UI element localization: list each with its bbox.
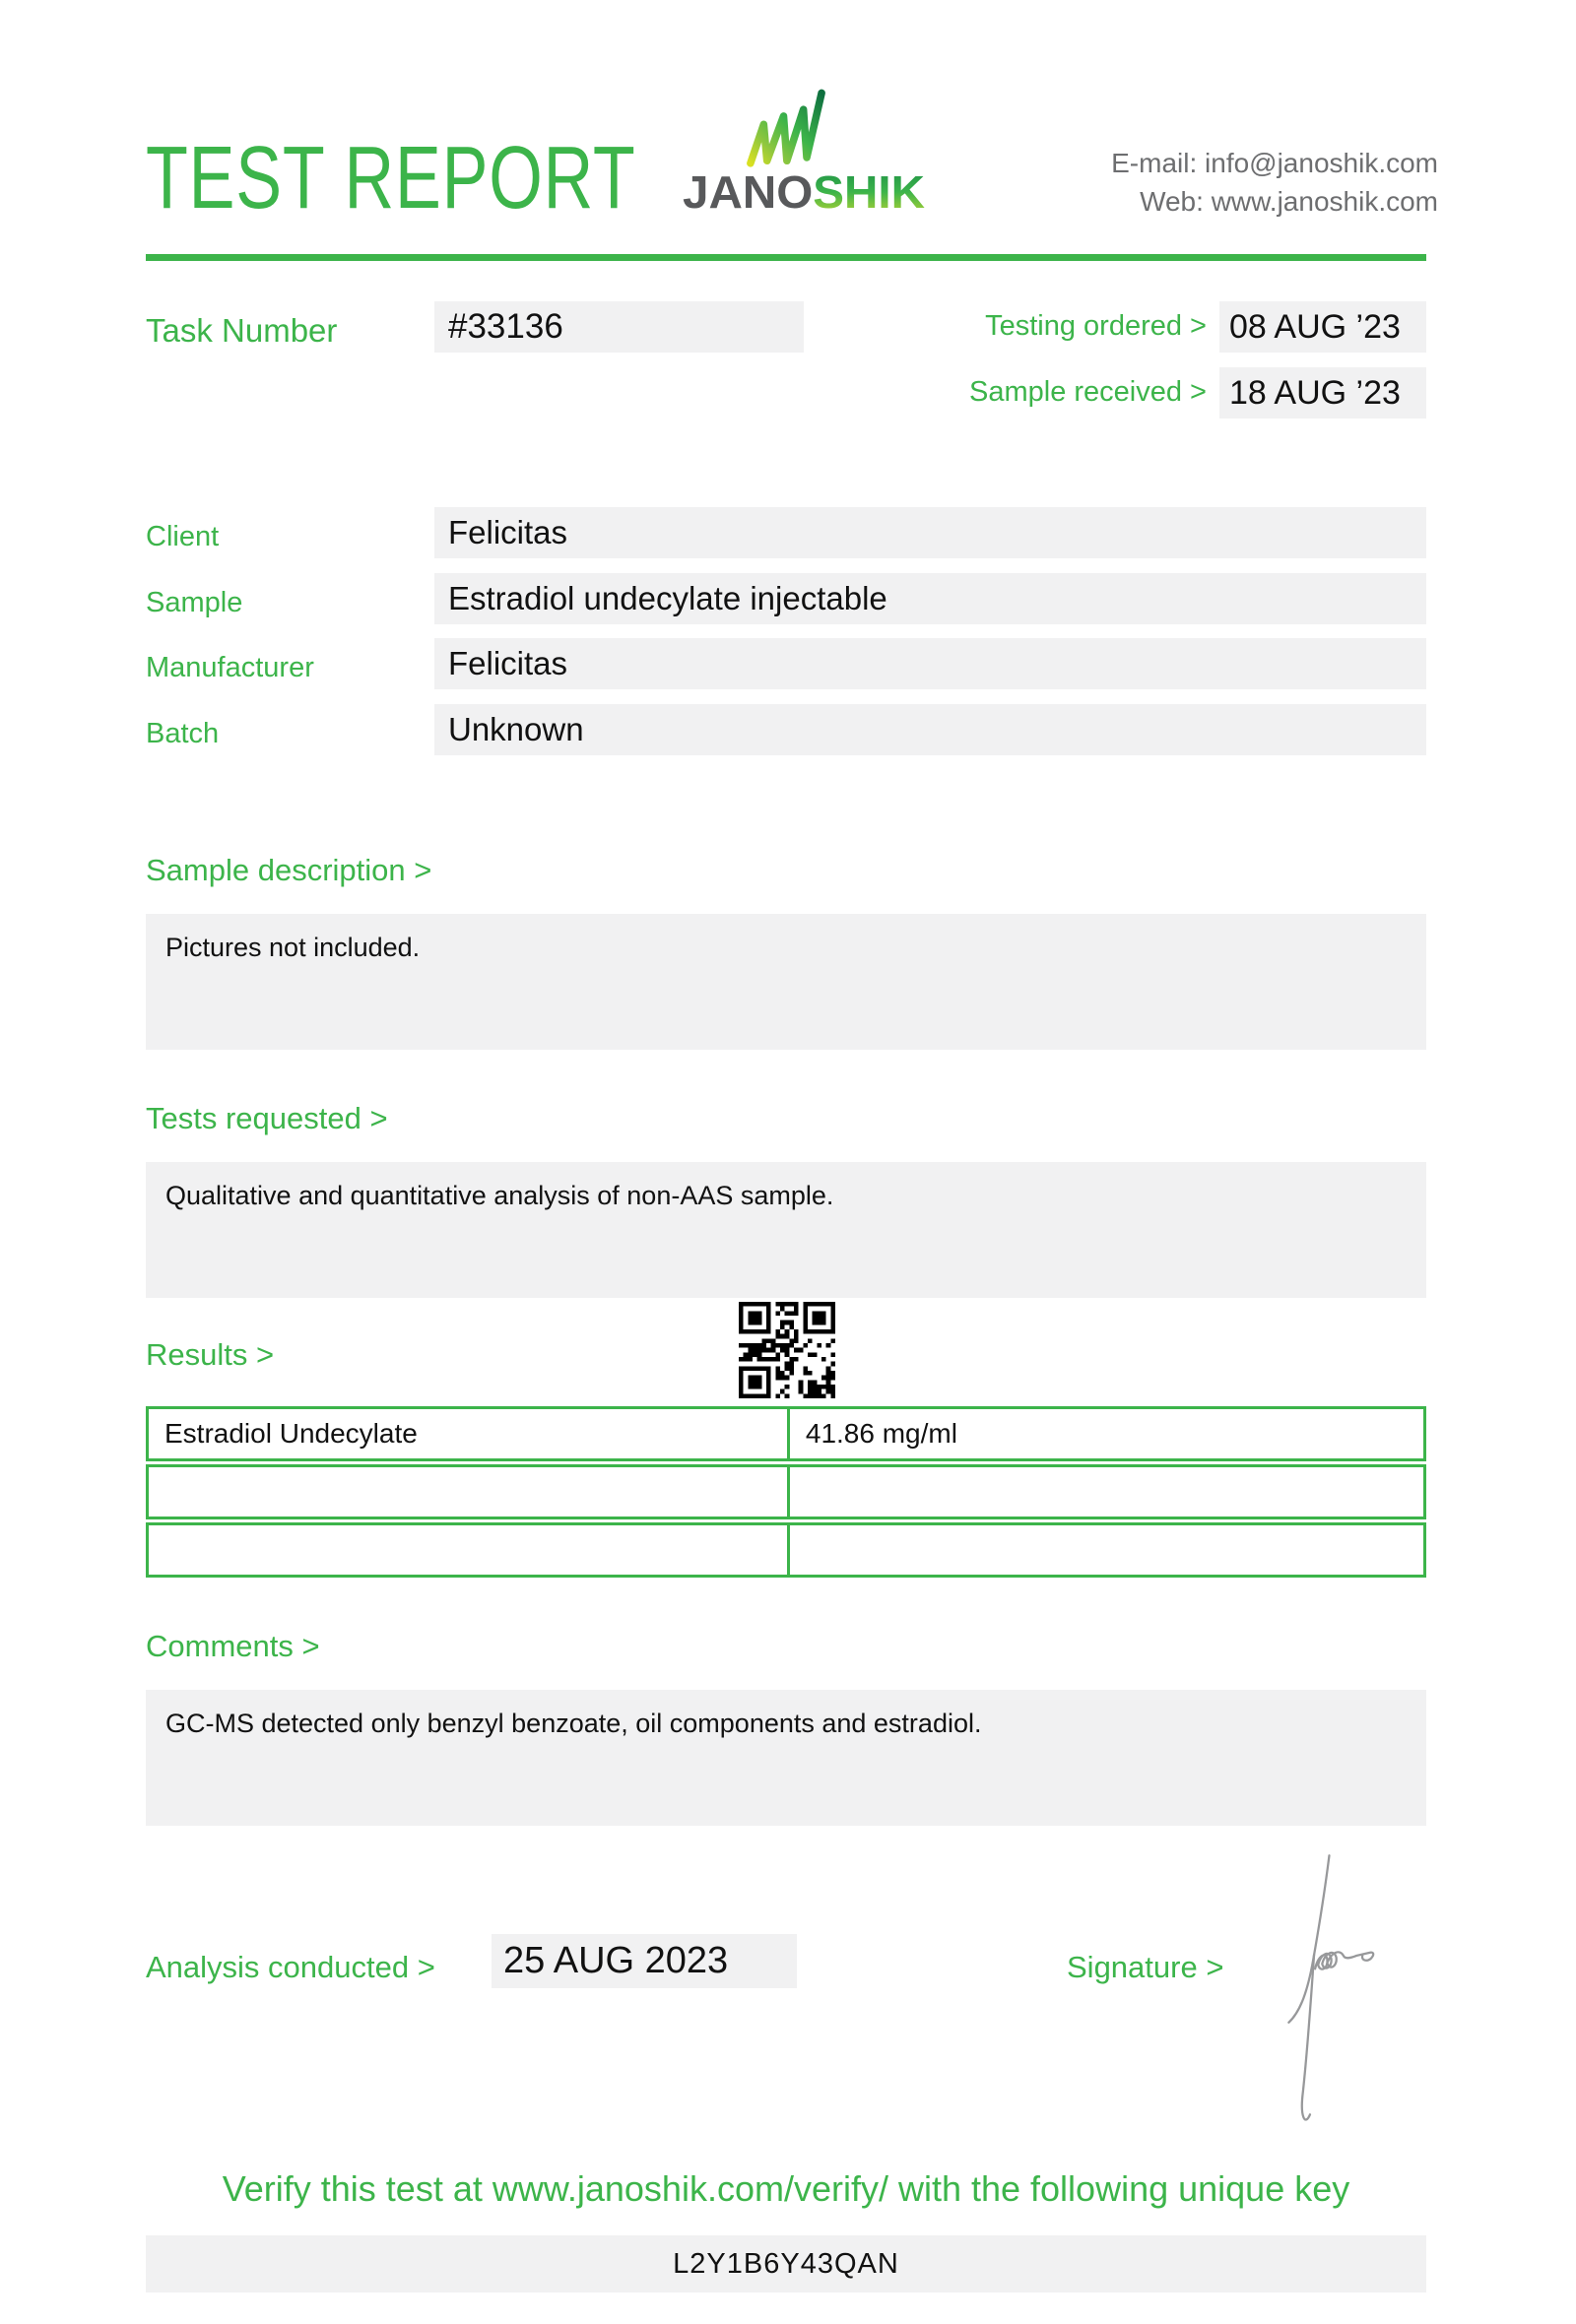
logo-text-shik: SHIK [813,166,922,218]
info-value-box-manufacturer [434,638,1426,689]
testing-ordered-value: 08 AUG ’23 [1229,308,1401,346]
svg-text:JANOSHIK [683,166,925,218]
contact-block [946,144,1438,221]
sample-received-value: 18 AUG ’23 [1229,374,1401,412]
info-value-box-sample [434,573,1426,624]
info-value-box-batch [434,704,1426,755]
sample-description-body: Pictures not included. [165,933,421,962]
info-value-client: Felicitas [448,514,568,550]
contact-web: Web: www.janoshik.com [1140,186,1438,217]
verify-key-box [146,2235,1426,2292]
testing-ordered-label: Testing ordered > [985,310,1207,342]
result-substance-cell [149,1525,790,1575]
qr-code [739,1302,835,1398]
tests-requested-box [146,1162,1426,1298]
info-value-box-client [434,507,1426,558]
page-title [146,128,774,229]
verify-key: L2Y1B6Y43QAN [673,2248,899,2280]
tests-requested-body: Qualitative and quantitative analysis of non-AAS sample. [165,1181,834,1210]
result-substance-cell [149,1467,790,1517]
task-number-label: Task Number [146,312,338,349]
testing-ordered-value-box [1219,301,1426,353]
analysis-date-box [492,1934,797,1988]
comments-box [146,1690,1426,1826]
sample-description-box [146,914,1426,1050]
results-heading: Results > [146,1337,275,1372]
signature-image [1277,1847,1383,2141]
info-value-sample: Estradiol undecylate injectable [448,580,887,616]
result-amount-cell [790,1467,1423,1517]
task-number-value-box [434,301,804,353]
contact-email: E-mail: info@janoshik.com [1111,148,1438,178]
task-number-value: #33136 [448,307,563,346]
result-substance-cell: Estradiol Undecylate [149,1409,790,1458]
signature-label: Signature > [1067,1950,1224,1984]
info-value-manufacturer: Felicitas [448,645,568,681]
info-label-client: Client [146,521,220,552]
page-title-text: TEST REPORT [146,129,636,227]
logo-chart-icon [739,85,833,167]
info-label-sample: Sample [146,587,243,618]
result-amount-cell [790,1525,1423,1575]
tests-requested-heading: Tests requested > [146,1101,388,1135]
logo-text-jano: JANO [683,166,809,218]
logo-wordmark [683,163,929,221]
header-divider [146,254,1426,261]
results-table [146,1406,1426,1581]
results-table-row [146,1464,1426,1519]
results-table-row [146,1406,1426,1461]
results-table-row [146,1522,1426,1578]
info-label-manufacturer: Manufacturer [146,652,314,683]
info-label-batch: Batch [146,718,220,749]
comments-body: GC-MS detected only benzyl benzoate, oil components and estradiol. [165,1709,982,1738]
analysis-conducted-label: Analysis conducted > [146,1950,435,1984]
sample-received-label: Sample received > [969,376,1207,408]
info-value-batch: Unknown [448,711,584,747]
sample-description-heading: Sample description > [146,853,432,887]
sample-received-value-box [1219,367,1426,419]
comments-heading: Comments > [146,1629,320,1663]
result-amount-cell: 41.86 mg/ml [805,1418,957,1449]
analysis-date-value: 25 AUG 2023 [503,1940,729,1981]
verify-instruction: Verify this test at www.janoshik.com/verify/ with the following unique key [222,2168,1350,2209]
